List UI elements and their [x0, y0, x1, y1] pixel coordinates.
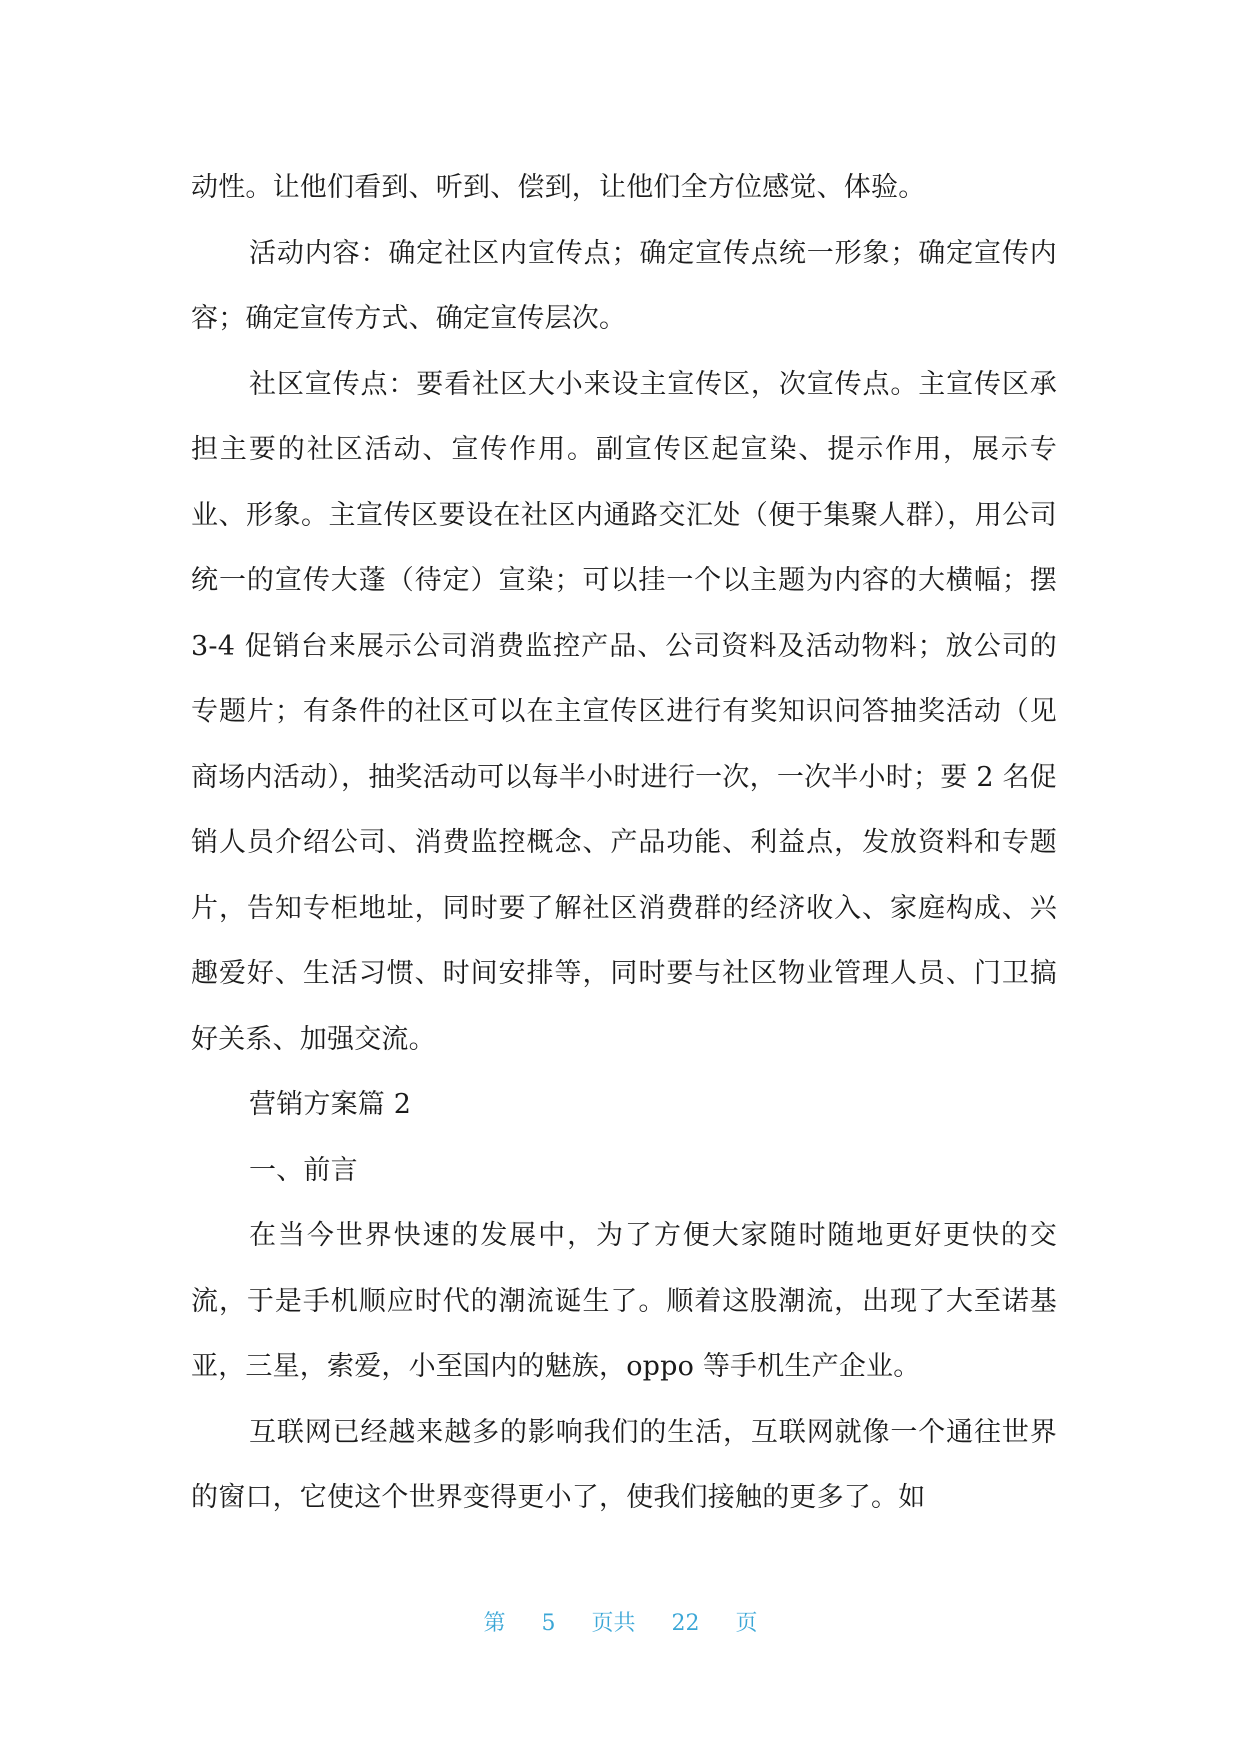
- paragraph-3: 社区宣传点：要看社区大小来设主宣传区，次宣传点。主宣传区承担主要的社区活动、宣传作用。副宣传区起宣染、提示作用，展示专业、形象。主宣传区要设在社区内通路交汇处（便于集聚人群），用公司统一的宣传大蓬（待定）宣染；可以挂一个以主题为内容的大横幅；摆 3-4 促销台来展示公司消费监控产品、公司资料及活动物料；放公司的专题片；有条件的社区可以在主宣传区进行有奖知识问答抽奖活动（见商场内活动），抽奖活动可以每半小时进行一次，一次半小时；要 2 名促销人员介绍公司、消费监控概念、产品功能、利益点，发放资料和专题片，告知专柜地址，同时要了解社区消费群的经济收入、家庭构成、兴趣爱好、生活习惯、时间安排等，同时要与社区物业管理人员、门卫搞好关系、加强交流。: [191, 368, 1057, 1055]
- footer-current-page: 5: [541, 1611, 556, 1636]
- paragraph-7: 互联网已经越来越多的影响我们的生活，互联网就像一个通往世界的窗口，它使这个世界变得更小了，使我们接触的更多了。如: [191, 1416, 1057, 1513]
- subsection-heading: 一、前言: [249, 1154, 358, 1186]
- paragraph-2: 活动内容：确定社区内宣传点；确定宣传点统一形象；确定宣传内容；确定宣传方式、确定宣传层次。: [191, 237, 1057, 334]
- section-heading: 营销方案篇 2: [249, 1089, 412, 1120]
- footer-middle: 页共: [591, 1611, 636, 1636]
- paragraph-6: 在当今世界快速的发展中，为了方便大家随时随地更好更快的交流，于是手机顺应时代的潮流诞生了。顺着这股潮流，出现了大至诺基亚，三星，索爱，小至国内的魅族，oppo 等手机生产企业。: [191, 1220, 1057, 1382]
- document-body: [191, 155, 1057, 1531]
- footer-suffix: 页: [735, 1611, 758, 1636]
- footer-total-pages: 22: [671, 1611, 700, 1636]
- paragraph-1: 动性。让他们看到、听到、偿到，让他们全方位感觉、体验。: [191, 172, 926, 203]
- page-number-footer: [0, 1606, 1241, 1637]
- footer-prefix: 第: [483, 1611, 506, 1636]
